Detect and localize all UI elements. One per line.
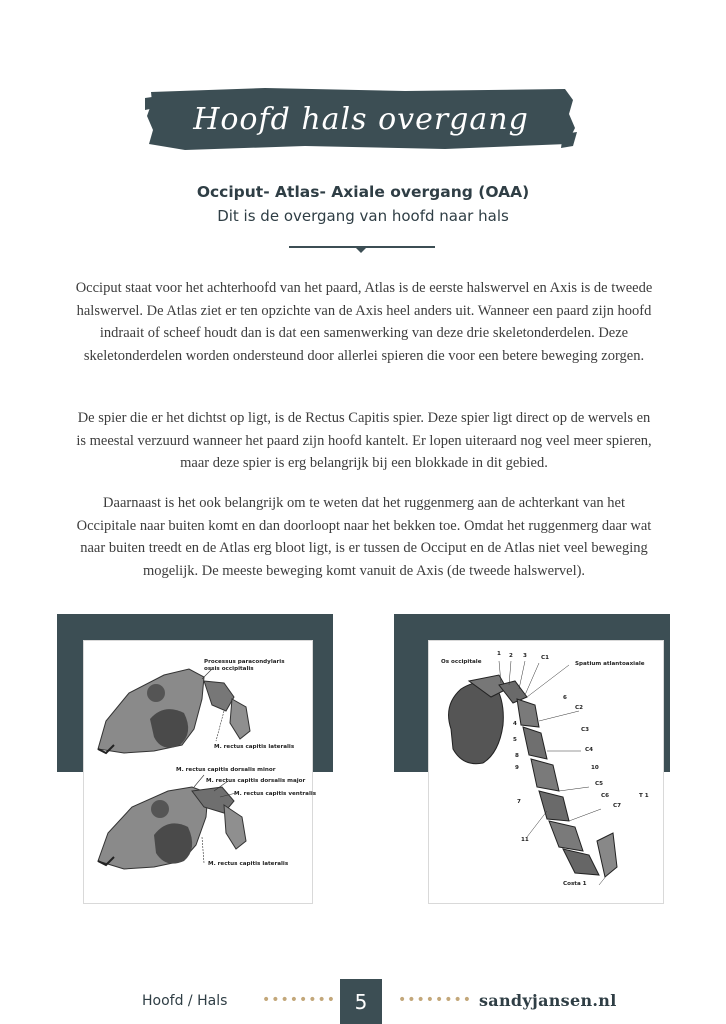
label-t1: T 1 (639, 793, 649, 799)
page-number: 5 (340, 979, 382, 1024)
section-heading: Occiput- Atlas- Axiale overgang (OAA) (196, 183, 530, 201)
number-6: 6 (563, 695, 567, 701)
number-8: 8 (515, 753, 519, 759)
footer-dots-left: •••••••• (262, 992, 337, 1008)
spine-drawing (429, 641, 663, 903)
footer-dots-right: •••••••• (398, 992, 473, 1008)
vertebra-c5: C5 (595, 781, 603, 787)
vertebra-c6: C6 (601, 793, 609, 799)
label-dorsalis-minor: M. rectus capitis dorsalis minor (176, 767, 276, 773)
vertebra-c7: C7 (613, 803, 621, 809)
number-4: 4 (513, 721, 517, 727)
number-5: 5 (513, 737, 517, 743)
label-processus: Processus paracondylaris (204, 659, 285, 665)
number-3: 3 (523, 653, 527, 659)
number-9: 9 (515, 765, 519, 771)
label-spatium: Spatium atlantoaxiale (575, 661, 645, 667)
number-10: 10 (591, 765, 599, 771)
title-banner (145, 86, 577, 152)
vertebra-c3: C3 (581, 727, 589, 733)
label-os-occipitale: Os occipitale (441, 659, 482, 665)
label-ventralis: M. rectus capitis ventralis (234, 791, 317, 797)
section-tagline: Dit is de overgang van hoofd naar hals (217, 207, 509, 225)
divider-arrow (355, 247, 367, 253)
label-costa: Costa 1 (563, 881, 587, 887)
paragraph-1: Occiput staat voor het achterhoofd van het paard, Atlas is de eerste halswervel en Axis is de tweede halswervel. De Atlas ziet er ten opzichte van de Axis heel anders uit. Wanneer een paard zijn hoofd indraait of scheef houdt dan is dat een samenwerking van deze drie skeletonderdelen. Deze skeletonderdelen worden ondersteund door allerlei spieren die voor een betere beweging zorgen. (75, 280, 653, 364)
footer-section-label: Hoofd / Hals (142, 993, 228, 1009)
number-1: 1 (497, 651, 501, 657)
paragraph-2: De spier die er het dichtst op ligt, is de Rectus Capitis spier. Deze spier ligt direct op de wervels en is meestal verzuurd wanneer het paard zijn hoofd kantelt. Er lopen uiteraard nog veel meer spieren, maar deze spier is erg belangrijk bij een blokkade in dit gebied. (76, 410, 652, 471)
number-2: 2 (509, 653, 513, 659)
vertebra-c2: C2 (575, 705, 583, 711)
page-title: Hoofd hals overgang (193, 101, 529, 137)
vertebra-c1: C1 (541, 655, 549, 661)
cervical-spine-illustration (428, 640, 664, 904)
label-dorsalis-major: M. rectus capitis dorsalis major (206, 778, 306, 784)
skull-muscles-illustration (83, 640, 317, 904)
label-lateralis-top: M. rectus capitis lateralis (214, 744, 295, 750)
number-11: 11 (521, 837, 529, 843)
number-7: 7 (517, 799, 521, 805)
footer (0, 985, 726, 1024)
label-lateralis-bottom: M. rectus capitis lateralis (208, 861, 289, 867)
label-processus-2: ossis occipitalis (204, 666, 254, 672)
footer-website: sandyjansen.nl (479, 991, 617, 1010)
vertebra-c4: C4 (585, 747, 593, 753)
paragraph-3: Daarnaast is het ook belangrijk om te weten dat het ruggenmerg aan de achterkant van het Occipitale naar buiten komt en dan doorloopt naar het bekken toe. Omdat het ruggenmerg daar wat naar buiten treedt en de Atlas erg bloot ligt, is er tussen de Occiput en de Atlas niet veel beweging mogelijk. De meeste beweging komt vanuit de Axis (de tweede halswervel). (76, 495, 652, 579)
